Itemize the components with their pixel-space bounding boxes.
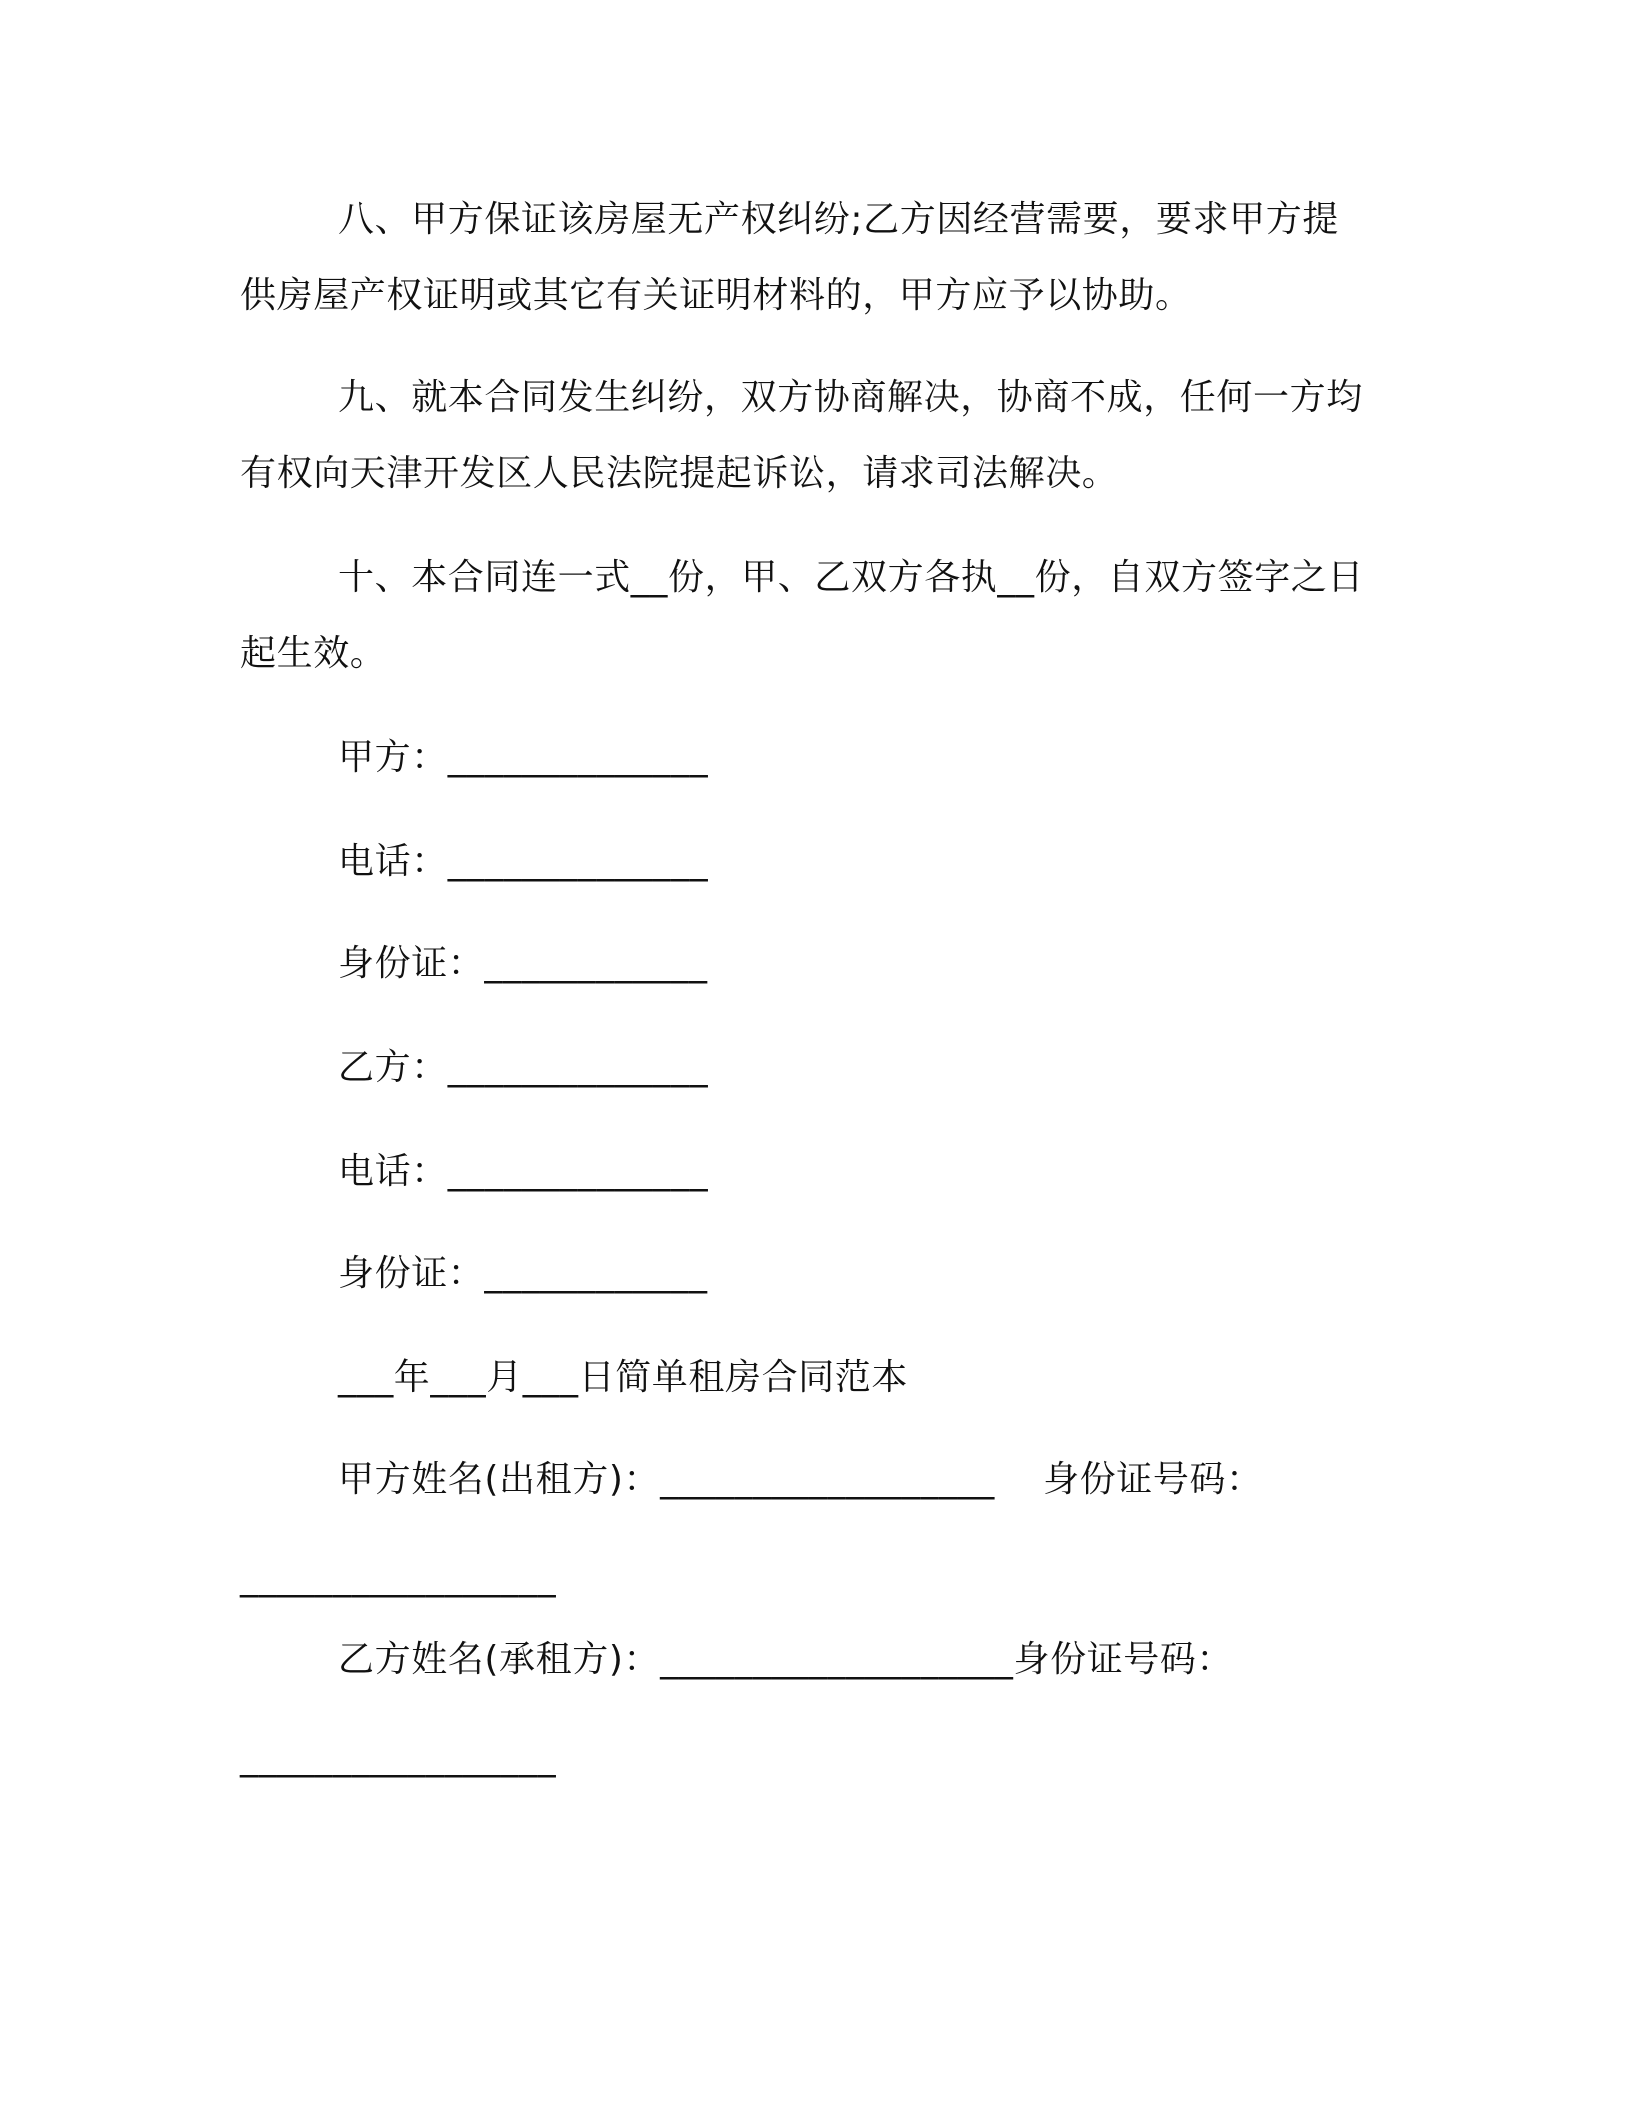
lessor-name-and-id-label: 甲方姓名(出租方)：__________________ 身份证号码： <box>338 1459 1263 1500</box>
party-b-id-field: 身份证：____________ <box>338 1253 708 1294</box>
lessee-id-blank: _________________ <box>240 1737 557 1778</box>
clause-8-line-1: 八、甲方保证该房屋无产权纠纷;乙方因经营需要，要求甲方提 <box>338 199 1339 240</box>
clause-9-line-2: 有权向天津开发区人民法院提起诉讼，请求司法解决。 <box>240 453 1119 494</box>
clause-8-line-2: 供房屋产权证明或其它有关证明材料的，甲方应予以协助。 <box>240 275 1192 316</box>
party-b-field: 乙方：______________ <box>338 1047 709 1088</box>
party-a-phone-field: 电话：______________ <box>338 841 709 882</box>
clause-10-line-2: 起生效。 <box>240 633 387 674</box>
clause-10-line-1: 十、本合同连一式__份，甲、乙双方各执__份，自双方签字之日 <box>338 557 1365 598</box>
party-b-phone-field: 电话：______________ <box>338 1151 709 1192</box>
clause-9-line-1: 九、就本合同发生纠纷，双方协商解决，协商不成，任何一方均 <box>338 377 1363 418</box>
party-a-id-field: 身份证：____________ <box>338 943 708 984</box>
lessor-id-blank: _________________ <box>240 1557 557 1598</box>
party-a-field: 甲方：______________ <box>338 737 709 778</box>
lessee-name-and-id-label: 乙方姓名(承租方)：___________________身份证号码： <box>338 1639 1234 1680</box>
contract-date-title: ___年___月___日简单租房合同范本 <box>338 1357 908 1398</box>
